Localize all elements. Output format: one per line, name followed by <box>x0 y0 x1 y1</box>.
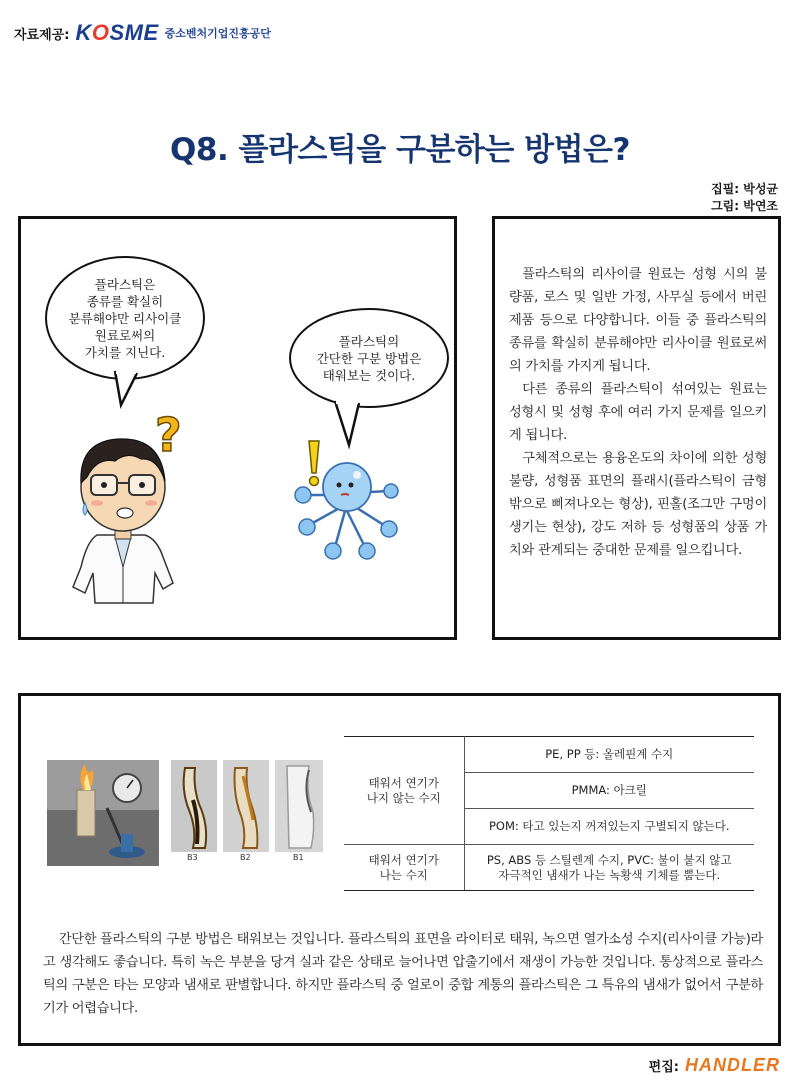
table-category-no-smoke: 태워서 연기가 나지 않는 수지 <box>344 737 464 845</box>
handler-logo: HANDLER <box>685 1055 780 1075</box>
table-row <box>344 737 754 773</box>
page-title: Q8. 플라스틱을 구분하는 방법은? <box>170 132 630 168</box>
comic-panel <box>18 216 457 640</box>
speech-bubble-researcher: 플라스틱은 종류를 확실히 분류해야만 리사이클 원료로써의 가치를 지닌다. <box>45 256 205 380</box>
table-cell: PS, ABS 등 스틸렌계 수지, PVC: 불이 붙지 않고 자극적인 냄새가 나는 녹황색 기체를 뿜는다. <box>464 845 754 891</box>
editor-label: 편집: <box>648 1060 679 1075</box>
plastic-burn-table <box>344 736 754 891</box>
researcher-character-icon <box>57 417 187 607</box>
source-credit <box>14 20 271 46</box>
paragraph: 다른 종류의 플라스틱이 섞여있는 원료는 성형시 및 성형 후에 여러 가지 문제를 일으키게 됩니다. <box>509 382 767 443</box>
author-credits <box>711 181 778 215</box>
speech-tail-icon <box>111 369 151 409</box>
kosme-logo: KOSME <box>75 20 159 45</box>
writer-credit: 집필: 박성균 <box>711 182 778 196</box>
burning-sample-photo <box>47 760 159 866</box>
speech-tail-icon <box>329 399 369 449</box>
burned-samples-photo <box>169 760 325 866</box>
paragraph: 구체적으로는 용융온도의 차이에 의한 성형불량, 성형품 표면의 플래시(플라스틱이 금형 밖으로 삐져나오는 형상), 핀홀(조그만 구멍이 생기는 현상), 강도 저하 등 성형품의 상품 가치와 관계되는 중대한 문제를 일으킵니다. <box>509 451 767 558</box>
illustrator-credit: 그림: 박연조 <box>711 199 778 213</box>
speech-bubble-molecule: 플라스틱의 간단한 구분 방법은 태워보는 것이다. <box>289 308 449 408</box>
table-cell: POM: 타고 있는지 꺼져있는지 구별되지 않는다. <box>464 809 754 845</box>
burned-samples-image <box>169 760 325 866</box>
table-cell: PE, PP 등: 올레핀계 수지 <box>464 737 754 773</box>
source-label: 자료제공: <box>14 27 70 43</box>
kosme-logo-subtitle: 중소벤처기업진흥공단 <box>164 27 271 40</box>
table-category-smoke: 태워서 연기가 나는 수지 <box>344 845 464 891</box>
table-row <box>344 845 754 891</box>
svg-text:?: ? <box>155 408 182 459</box>
editor-credit <box>649 1055 780 1076</box>
text-panel <box>492 216 781 640</box>
sample-label: B1 <box>293 853 304 862</box>
table-cell: PMMA: 아크릴 <box>464 773 754 809</box>
recycling-explanation <box>509 263 767 562</box>
molecule-character-icon <box>287 455 407 565</box>
burn-test-explanation: 간단한 플라스틱의 구분 방법은 태워보는 것입니다. 플라스틱의 표면을 라이터로 태워, 녹으면 열가소성 수지(리사이클 가능)라고 생각해도 좋습니다. 특히 녹은 부분을 당겨 실과 같은 상태로 늘어나면 압출기에서 재생이 가능한 것입니다. 통상적으로 플라스틱의 구분은 타는 모양과 냄새로 판별합니다. 하지만 플라스틱 중 얼로이 중합 계통의 플라스틱은 그 특유의 냄새가 없어서 구분하기가 어렵습니다. <box>43 932 763 1016</box>
paragraph: 플라스틱의 리사이클 원료는 성형 시의 불량품, 로스 및 일반 가정, 사무실 등에서 버린 제품 등으로 다양합니다. 이들 중 플라스틱의 종류를 확실히 분류해야만 리사이클 원료로써의 가치를 가지게 됩니다. <box>509 267 767 374</box>
sample-label: B2 <box>240 853 251 862</box>
burn-test-panel <box>18 693 781 1046</box>
sample-label: B3 <box>187 853 198 862</box>
